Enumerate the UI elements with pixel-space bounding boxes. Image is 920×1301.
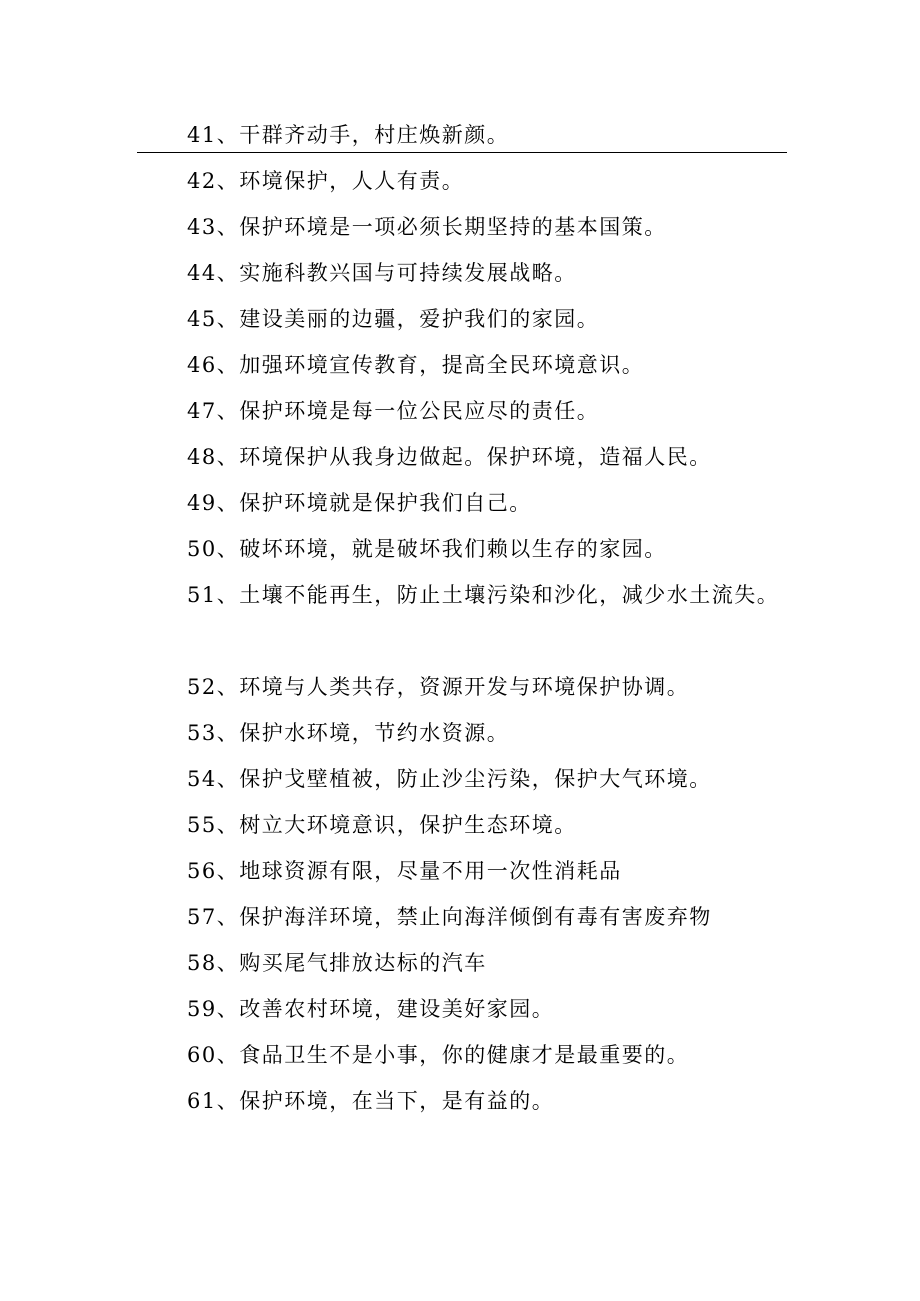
item-number: 49 — [187, 491, 217, 515]
item-number: 54 — [187, 767, 217, 791]
item-text: 、保护环境，在当下，是有益的。 — [216, 1089, 555, 1113]
list-item — [141, 354, 781, 377]
header-rule — [137, 152, 787, 153]
list-item — [141, 308, 781, 331]
list-item — [141, 722, 781, 745]
list-item — [141, 952, 781, 975]
item-number: 61 — [187, 1089, 217, 1113]
list-item — [141, 1044, 781, 1067]
list-item — [141, 400, 781, 423]
item-number: 46 — [187, 353, 217, 377]
item-number: 47 — [187, 399, 217, 423]
list-item — [141, 538, 781, 561]
item-text: 、破坏环境，就是破坏我们赖以生存的家园。 — [216, 537, 667, 561]
item-text: 、环境保护从我身边做起。保护环境，造福人民。 — [216, 445, 712, 469]
item-text: 、保护海洋环境，禁止向海洋倾倒有毒有害废弃物 — [216, 905, 712, 929]
item-number: 55 — [187, 813, 217, 837]
item-number: 59 — [187, 997, 217, 1021]
list-item — [141, 262, 781, 285]
item-number: 60 — [187, 1043, 217, 1067]
list-item — [141, 768, 781, 791]
item-text: 、加强环境宣传教育，提高全民环境意识。 — [216, 353, 645, 377]
item-number: 48 — [187, 445, 217, 469]
list-item — [141, 492, 781, 515]
item-number: 51 — [187, 583, 217, 607]
item-text: 、实施科教兴国与可持续发展战略。 — [216, 261, 577, 285]
list-item — [141, 1090, 781, 1113]
list-item — [141, 572, 781, 618]
item-text: 、干群齐动手，村庄焕新颜。 — [216, 123, 510, 147]
item-text: 、改善农村环境，建设美好家园。 — [216, 997, 555, 1021]
list-item — [141, 124, 781, 147]
item-text: 、环境与人类共存，资源开发与环境保护协调。 — [216, 675, 690, 699]
item-text: 、购买尾气排放达标的汽车 — [216, 951, 487, 975]
item-number: 57 — [187, 905, 217, 929]
list-item — [141, 814, 781, 837]
item-text: 、保护环境就是保护我们自己。 — [216, 491, 532, 515]
item-text: 、食品卫生不是小事，你的健康才是最重要的。 — [216, 1043, 690, 1067]
item-number: 56 — [187, 859, 217, 883]
list-item — [141, 676, 781, 699]
item-number: 52 — [187, 675, 217, 699]
item-text: 、保护环境是一项必须长期坚持的基本国策。 — [216, 215, 667, 239]
list-item — [141, 906, 781, 929]
item-number: 43 — [187, 215, 217, 239]
item-text: 、土壤不能再生，防止土壤污染和沙化，减少水土流失。 — [216, 583, 780, 607]
item-number: 44 — [187, 261, 217, 285]
item-number: 42 — [187, 169, 217, 193]
list-item — [141, 216, 781, 239]
item-text: 、地球资源有限，尽量不用一次性消耗品 — [216, 859, 622, 883]
list-item — [141, 446, 781, 469]
list-item — [141, 998, 781, 1021]
item-text: 、保护环境是每一位公民应尽的责任。 — [216, 399, 600, 423]
item-text: 、环境保护，人人有责。 — [216, 169, 465, 193]
item-text: 、树立大环境意识，保护生态环境。 — [216, 813, 577, 837]
item-text: 、建设美丽的边疆，爱护我们的家园。 — [216, 307, 600, 331]
item-number: 53 — [187, 721, 217, 745]
item-number: 41 — [187, 123, 217, 147]
list-item — [141, 860, 781, 883]
list-item — [141, 170, 781, 193]
item-number: 45 — [187, 307, 217, 331]
item-number: 58 — [187, 951, 217, 975]
item-text: 、保护水环境，节约水资源。 — [216, 721, 510, 745]
item-number: 50 — [187, 537, 217, 561]
item-text: 、保护戈壁植被，防止沙尘污染，保护大气环境。 — [216, 767, 712, 791]
